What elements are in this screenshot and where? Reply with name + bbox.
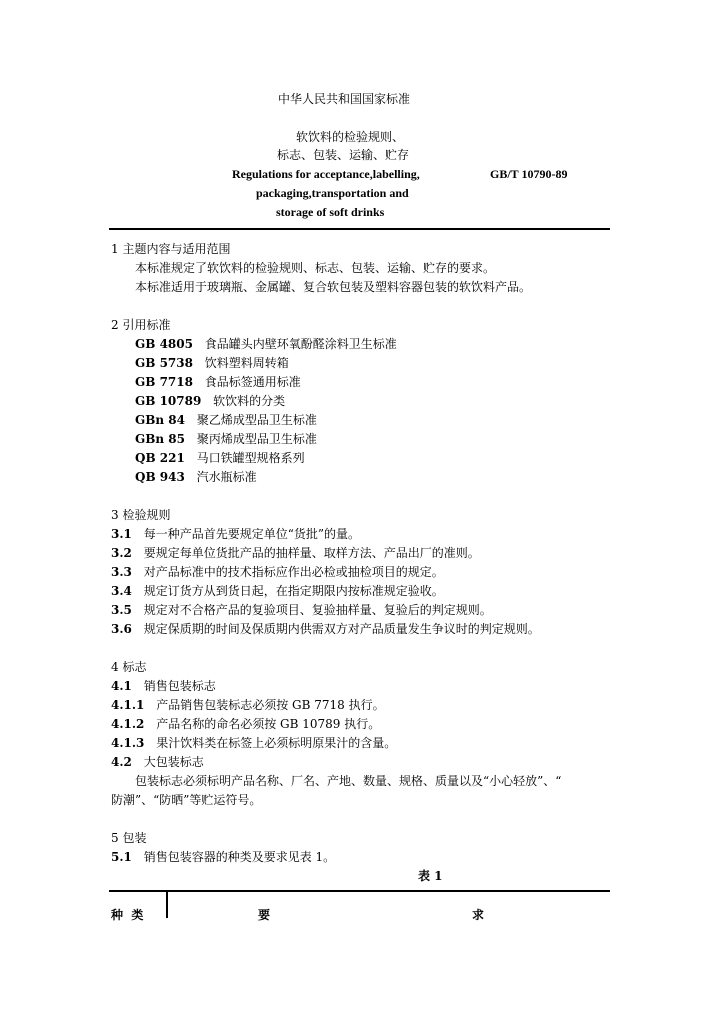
clause-number: 3.1 [111,527,132,541]
clause-number: 5.1 [111,850,132,864]
clause-item [111,603,492,617]
clause-item [111,850,335,864]
reference-code: QB 221 [135,451,185,465]
section-1-heading: 1 主题内容与适用范围 [111,242,231,256]
reference-code: GB 5738 [135,356,193,370]
reference-title: 食品标签通用标准 [204,375,301,389]
clause-item [111,584,444,598]
clause-text: 果汁饮料类在标签上必须标明原果汁的含量。 [156,736,397,750]
reference-code: GB 7718 [135,375,193,389]
clause-number: 3.3 [111,565,132,579]
clause-text: 产品销售包装标志必须按 GB 7718 执行。 [156,698,385,712]
clause-item [111,717,380,731]
section-4-heading: 4 标志 [111,660,147,674]
clause-item [111,565,444,579]
clause-number: 3.6 [111,622,132,636]
section-5-heading: 5 包装 [111,831,147,845]
section-1-paragraph-2: 本标准适用于玻璃瓶、金属罐、复合软包装及塑料容器包装的软饮料产品。 [135,280,532,294]
reference-code: GBn 85 [135,432,185,446]
title-en-line1: Regulations for acceptance,labelling, [232,167,420,181]
clause-text: 规定订货方从到货日起，在指定期限内按标准规定验收。 [143,584,444,598]
clause-item [111,527,360,541]
clause-text: 每一种产品首先要规定单位“货批”的量。 [143,527,360,541]
table-header-requirement-b: 求 [472,908,485,922]
reference-code: QB 943 [135,470,185,484]
clause-text: 要规定每单位货批产品的抽样量、取样方法、产品出厂的准则。 [143,546,480,560]
clause-number: 3.5 [111,603,132,617]
header-divider [109,228,610,230]
reference-title: 聚丙烯成型品卫生标准 [196,432,317,446]
reference-title: 食品罐头内壁环氧酚醛涂料卫生标准 [204,337,397,351]
clause-number: 4.1.1 [111,698,145,712]
country-standard-title: 中华人民共和国国家标准 [278,92,411,106]
reference-item [135,375,301,389]
clause-item [111,736,396,750]
title-en-line3: storage of soft drinks [276,205,385,219]
title-cn-line2: 标志、包装、运输、贮存 [277,148,410,162]
reference-item [135,337,397,351]
clause-item [111,698,385,712]
standard-code: GB/T 10790-89 [490,167,568,181]
reference-item [135,356,289,370]
reference-title: 软饮料的分类 [213,394,286,408]
clause-number: 4.2 [111,755,132,769]
reference-code: GBn 84 [135,413,185,427]
clause-number: 4.1.2 [111,717,145,731]
section-1-paragraph-1: 本标准规定了软饮料的检验规则、标志、包装、运输、贮存的要求。 [135,261,496,275]
clause-number: 3.2 [111,546,132,560]
reference-item [135,413,317,427]
reference-item [135,394,285,408]
reference-title: 聚乙烯成型品卫生标准 [196,413,317,427]
section-3-heading: 3 检验规则 [111,508,171,522]
reference-code: GB 10789 [135,394,202,408]
subsection-4-1 [111,679,216,693]
section-4-2-paragraph-line-1: 包装标志必须标明产品名称、厂名、产地、数量、规格、质量以及“小心轻放”、“ [135,774,562,788]
clause-number: 3.4 [111,584,132,598]
clause-text: 规定对不合格产品的复验项目、复验抽样量、复验后的判定规则。 [143,603,492,617]
clause-text: 大包装标志 [143,755,204,769]
clause-item [111,622,540,636]
clause-number: 4.1 [111,679,132,693]
title-en-line2: packaging,transportation and [256,186,409,200]
clause-text: 销售包装标志 [143,679,216,693]
clause-text: 产品名称的命名必须按 GB 10789 执行。 [156,717,381,731]
reference-code: GB 4805 [135,337,193,351]
clause-text: 规定保质期的时间及保质期内供需双方对产品质量发生争议时的判定规则。 [143,622,540,636]
title-cn-line1: 软饮料的检验规则、 [296,130,405,144]
clause-item [111,546,480,560]
table-header-requirement-a: 要 [258,908,271,922]
reference-item [135,432,317,446]
reference-title: 汽水瓶标准 [196,470,257,484]
reference-title: 饮料塑料周转箱 [204,356,289,370]
subsection-4-2 [111,755,204,769]
table-top-rule [109,890,610,892]
table-column-divider [166,892,168,918]
reference-item [135,470,257,484]
reference-title: 马口铁罐型规格系列 [196,451,305,465]
section-4-2-paragraph-line-2: 防潮”、“防晒”等贮运符号。 [111,793,262,807]
section-2-heading: 2 引用标准 [111,318,171,332]
table-header-kind: 种 类 [111,908,144,922]
clause-text: 对产品标准中的技术指标应作出必检或抽检项目的规定。 [143,565,444,579]
reference-item [135,451,305,465]
clause-number: 4.1.3 [111,736,145,750]
clause-text: 销售包装容器的种类及要求见表 1。 [143,850,336,864]
table-caption: 表 1 [418,869,443,883]
